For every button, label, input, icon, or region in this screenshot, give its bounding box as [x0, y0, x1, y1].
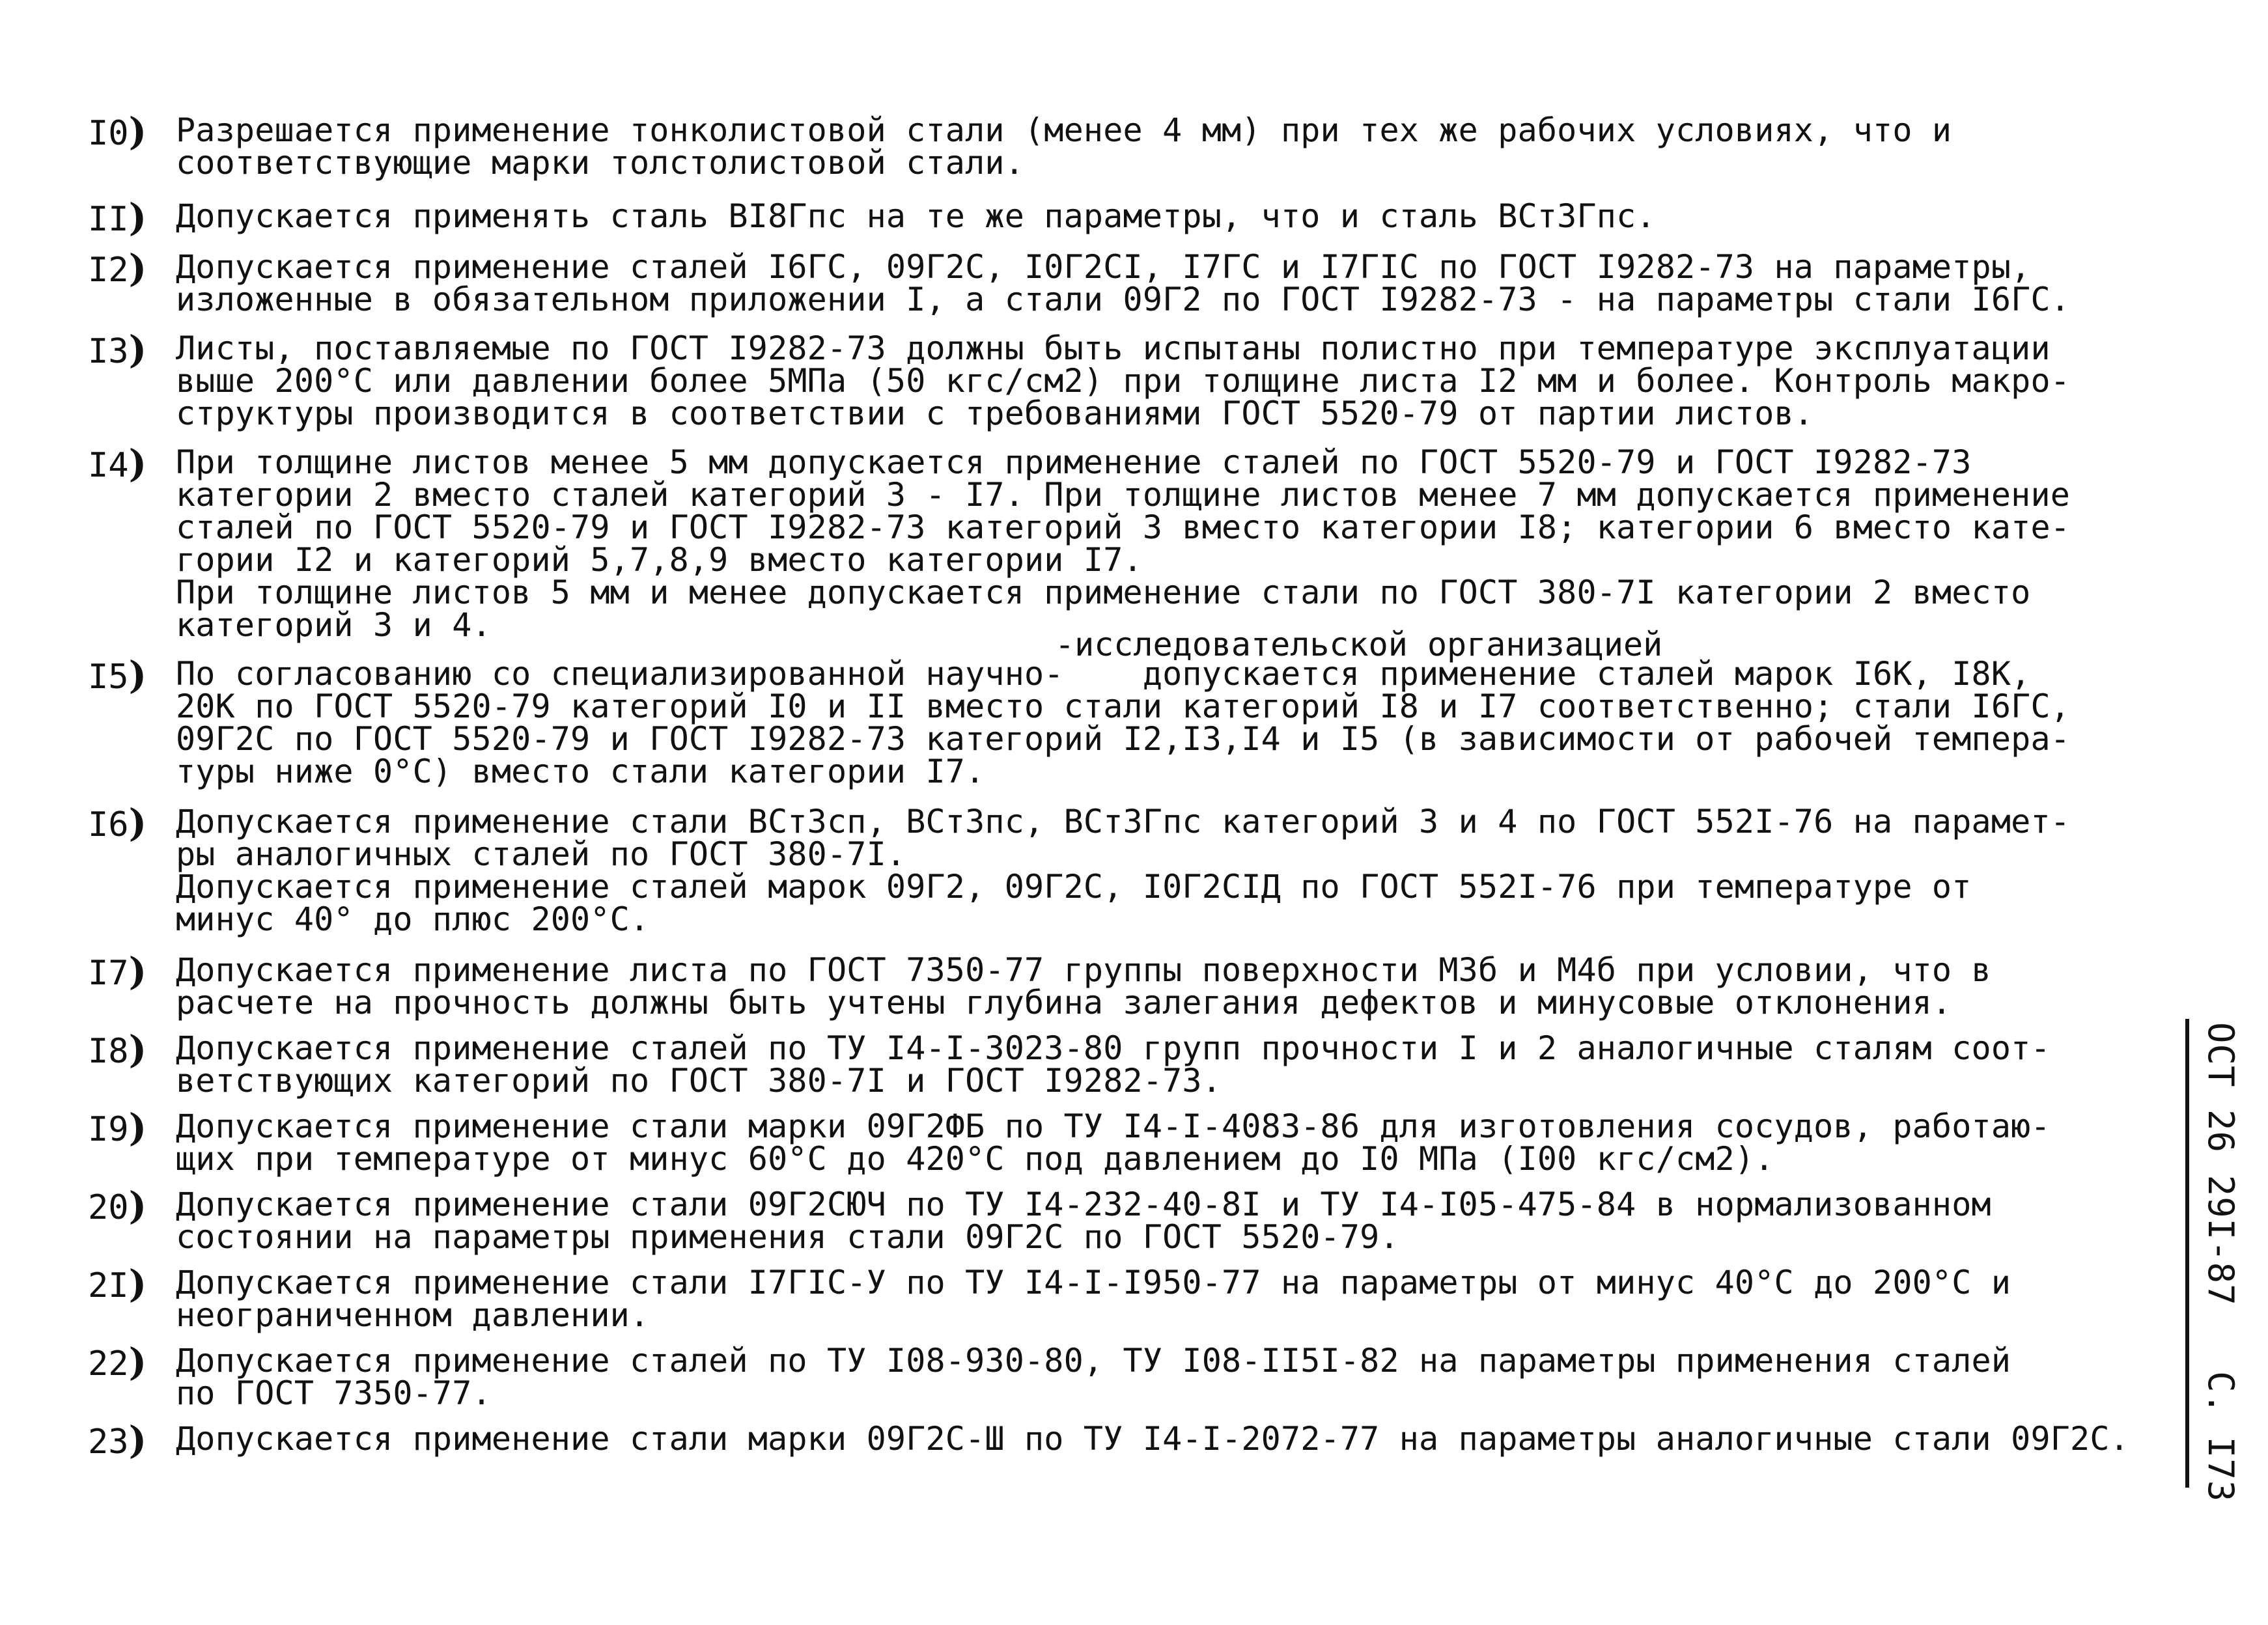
side-page-label: ОСТ 26 29I-87 С. I73	[2200, 1022, 2241, 1503]
note-line: Допускается применение сталей по ТУ I4-I-3023-80 групп прочности I и 2 аналогичные сталям соот-	[176, 1029, 2051, 1067]
note-line: Допускается применение стали 09Г2СЮЧ по ТУ I4-232-40-8I и ТУ I4-I05-475-84 в нормализованном	[176, 1186, 1991, 1223]
note-number: I9	[88, 1110, 129, 1149]
note-number: I6	[88, 805, 129, 844]
note-number: I4	[88, 446, 129, 485]
note-line: Допускается применение сталей по ТУ I08-930-80, ТУ I08-II5I-82 на параметры применения сталей	[176, 1342, 2011, 1380]
note-line: При толщине листов 5 мм и менее допускается применение стали по ГОСТ 380-7I категории 2 вместо	[176, 574, 2031, 611]
note-line: Допускается применение листа по ГОСТ 7350-77 группы поверхности М3б и М4б при условии, что в	[176, 951, 1991, 989]
brace-mark: )	[128, 441, 147, 486]
brace-mark: )	[128, 1105, 147, 1150]
note-19	[88, 1105, 2172, 1178]
note-line: расчете на прочность должны быть учтены глубина залегания дефектов и минусовые отклонения.	[176, 984, 1952, 1021]
note-number: I5	[88, 658, 129, 697]
note-line: выше 200°С или давлении более 5МПа (50 кгс/см2) при толщине листа I2 мм и более. Контроль макро-	[176, 362, 2071, 400]
note-number: I7	[88, 954, 129, 993]
note-line: Допускается применять сталь BI8Гпс на те же параметры, что и сталь ВСт3Гпс.	[176, 197, 1656, 235]
note-line: Допускается применение сталей I6ГС, 09Г2С, I0Г2СI, I7ГС и I7ГIС по ГОСТ I9282-73 на параметры,	[176, 248, 2031, 286]
note-line: щих при температуре от минус 60°С до 420°С под давлением до I0 МПа (I00 кгс/см2).	[176, 1140, 1774, 1178]
note-line: 20К по ГОСТ 5520-79 категорий I0 и II вместо стали категорий I8 и I7 соответственно; стали I6ГС,	[176, 688, 2071, 725]
brace-mark: )	[128, 109, 147, 154]
note-line: При толщине листов менее 5 мм допускается применение сталей по ГОСТ 5520-79 и ГОСТ I9282-73	[176, 443, 1972, 481]
note-line: по ГОСТ 7350-77.	[176, 1374, 492, 1412]
brace-mark: )	[128, 195, 147, 240]
brace-mark: )	[128, 949, 147, 993]
note-line: По согласованию со специализированной научно- допускается применение сталей марок I6К, I8К,	[176, 655, 2031, 693]
note-line: категорий 3 и 4.	[176, 606, 492, 644]
note-11	[88, 195, 2172, 240]
note-line: 09Г2С по ГОСТ 5520-79 и ГОСТ I9282-73 категорий I2,I3,I4 и I5 (в зависимости от рабочей темпера-	[176, 720, 2071, 758]
note-number: 23	[88, 1423, 129, 1462]
note-18	[88, 1027, 2172, 1100]
note-12	[88, 246, 2172, 318]
brace-mark: )	[128, 801, 147, 845]
note-line: Допускается применение стали марки 09Г2С-Ш по ТУ I4-I-2072-77 на параметры аналогичные стали 09Г2С.	[176, 1420, 2129, 1458]
brace-mark: )	[128, 1027, 147, 1072]
note-line: Допускается применение стали марки 09Г2ФБ по ТУ I4-I-4083-86 для изготовления сосудов, работаю-	[176, 1107, 2051, 1145]
note-line: сталей по ГОСТ 5520-79 и ГОСТ I9282-73 категорий 3 вместо категории I8; категории 6 вместо кате-	[176, 508, 2071, 546]
note-number: I3	[88, 332, 129, 371]
handwritten-insertion: -исследовательской организацией	[1055, 626, 1663, 663]
note-line: туры ниже 0°С) вместо стали категории I7.	[176, 753, 985, 790]
note-17	[88, 949, 2172, 1021]
note-line: минус 40° до плюс 200°С.	[176, 900, 650, 938]
note-line: состоянии на параметры применения стали 09Г2С по ГОСТ 5520-79.	[176, 1218, 1399, 1256]
note-number: I0	[88, 114, 129, 153]
note-line: Допускается применение сталей марок 09Г2, 09Г2С, I0Г2СIД по ГОСТ 552I-76 при температуре от	[176, 868, 1972, 906]
note-number: I8	[88, 1032, 129, 1071]
note-13	[88, 327, 2172, 432]
note-line: структуры производится в соответствии с требованиями ГОСТ 5520-79 от партии листов.	[176, 395, 1814, 432]
note-line: гории I2 и категорий 5,7,8,9 вместо категории I7.	[176, 541, 1143, 579]
note-number: I2	[88, 251, 129, 290]
note-15	[88, 653, 2172, 790]
note-number: 20	[88, 1188, 129, 1227]
brace-mark: )	[128, 1340, 147, 1384]
note-20	[88, 1184, 2172, 1256]
brace-mark: )	[128, 327, 147, 372]
note-line: категории 2 вместо сталей категорий 3 - I7. При толщине листов менее 7 мм допускается применение	[176, 476, 2071, 514]
note-line: изложенные в обязательном приложении I, а стали 09Г2 по ГОСТ I9282-73 - на параметры стали I6ГС.	[176, 281, 2071, 318]
note-line: неограниченном давлении.	[176, 1296, 650, 1334]
note-line: Допускается применение стали ВСт3сп, ВСт3пс, ВСт3Гпс категорий 3 и 4 по ГОСТ 552I-76 на парамет-	[176, 803, 2071, 840]
note-line: соответствующие марки толстолистовой стали.	[176, 144, 1025, 182]
note-14	[88, 441, 2172, 644]
note-number: 2I	[88, 1266, 129, 1305]
note-21	[88, 1262, 2172, 1334]
brace-mark: )	[128, 1418, 147, 1462]
note-line: Листы, поставляемые по ГОСТ I9282-73 должны быть испытаны полистно при температуре эксплуатации	[176, 329, 2051, 367]
note-number: 22	[88, 1344, 129, 1383]
side-rule	[2185, 1019, 2189, 1488]
brace-mark: )	[128, 1184, 147, 1228]
note-line: Допускается применение стали I7ГIС-У по ТУ I4-I-I950-77 на параметры от минус 40°С до 200°С и	[176, 1264, 2011, 1301]
brace-mark: )	[128, 653, 147, 697]
note-23	[88, 1418, 2172, 1462]
brace-mark: )	[128, 246, 147, 290]
note-16	[88, 801, 2172, 938]
note-line: ветствующих категорий по ГОСТ 380-7I и ГОСТ I9282-73.	[176, 1062, 1222, 1100]
note-line: Разрешается применение тонколистовой стали (менее 4 мм) при тех же рабочих условиях, что и	[176, 111, 1952, 149]
brace-mark: )	[128, 1262, 147, 1306]
note-22	[88, 1340, 2172, 1412]
note-number: II	[88, 200, 129, 239]
note-line: ры аналогичных сталей по ГОСТ 380-7I.	[176, 835, 906, 873]
note-10	[88, 109, 2172, 182]
